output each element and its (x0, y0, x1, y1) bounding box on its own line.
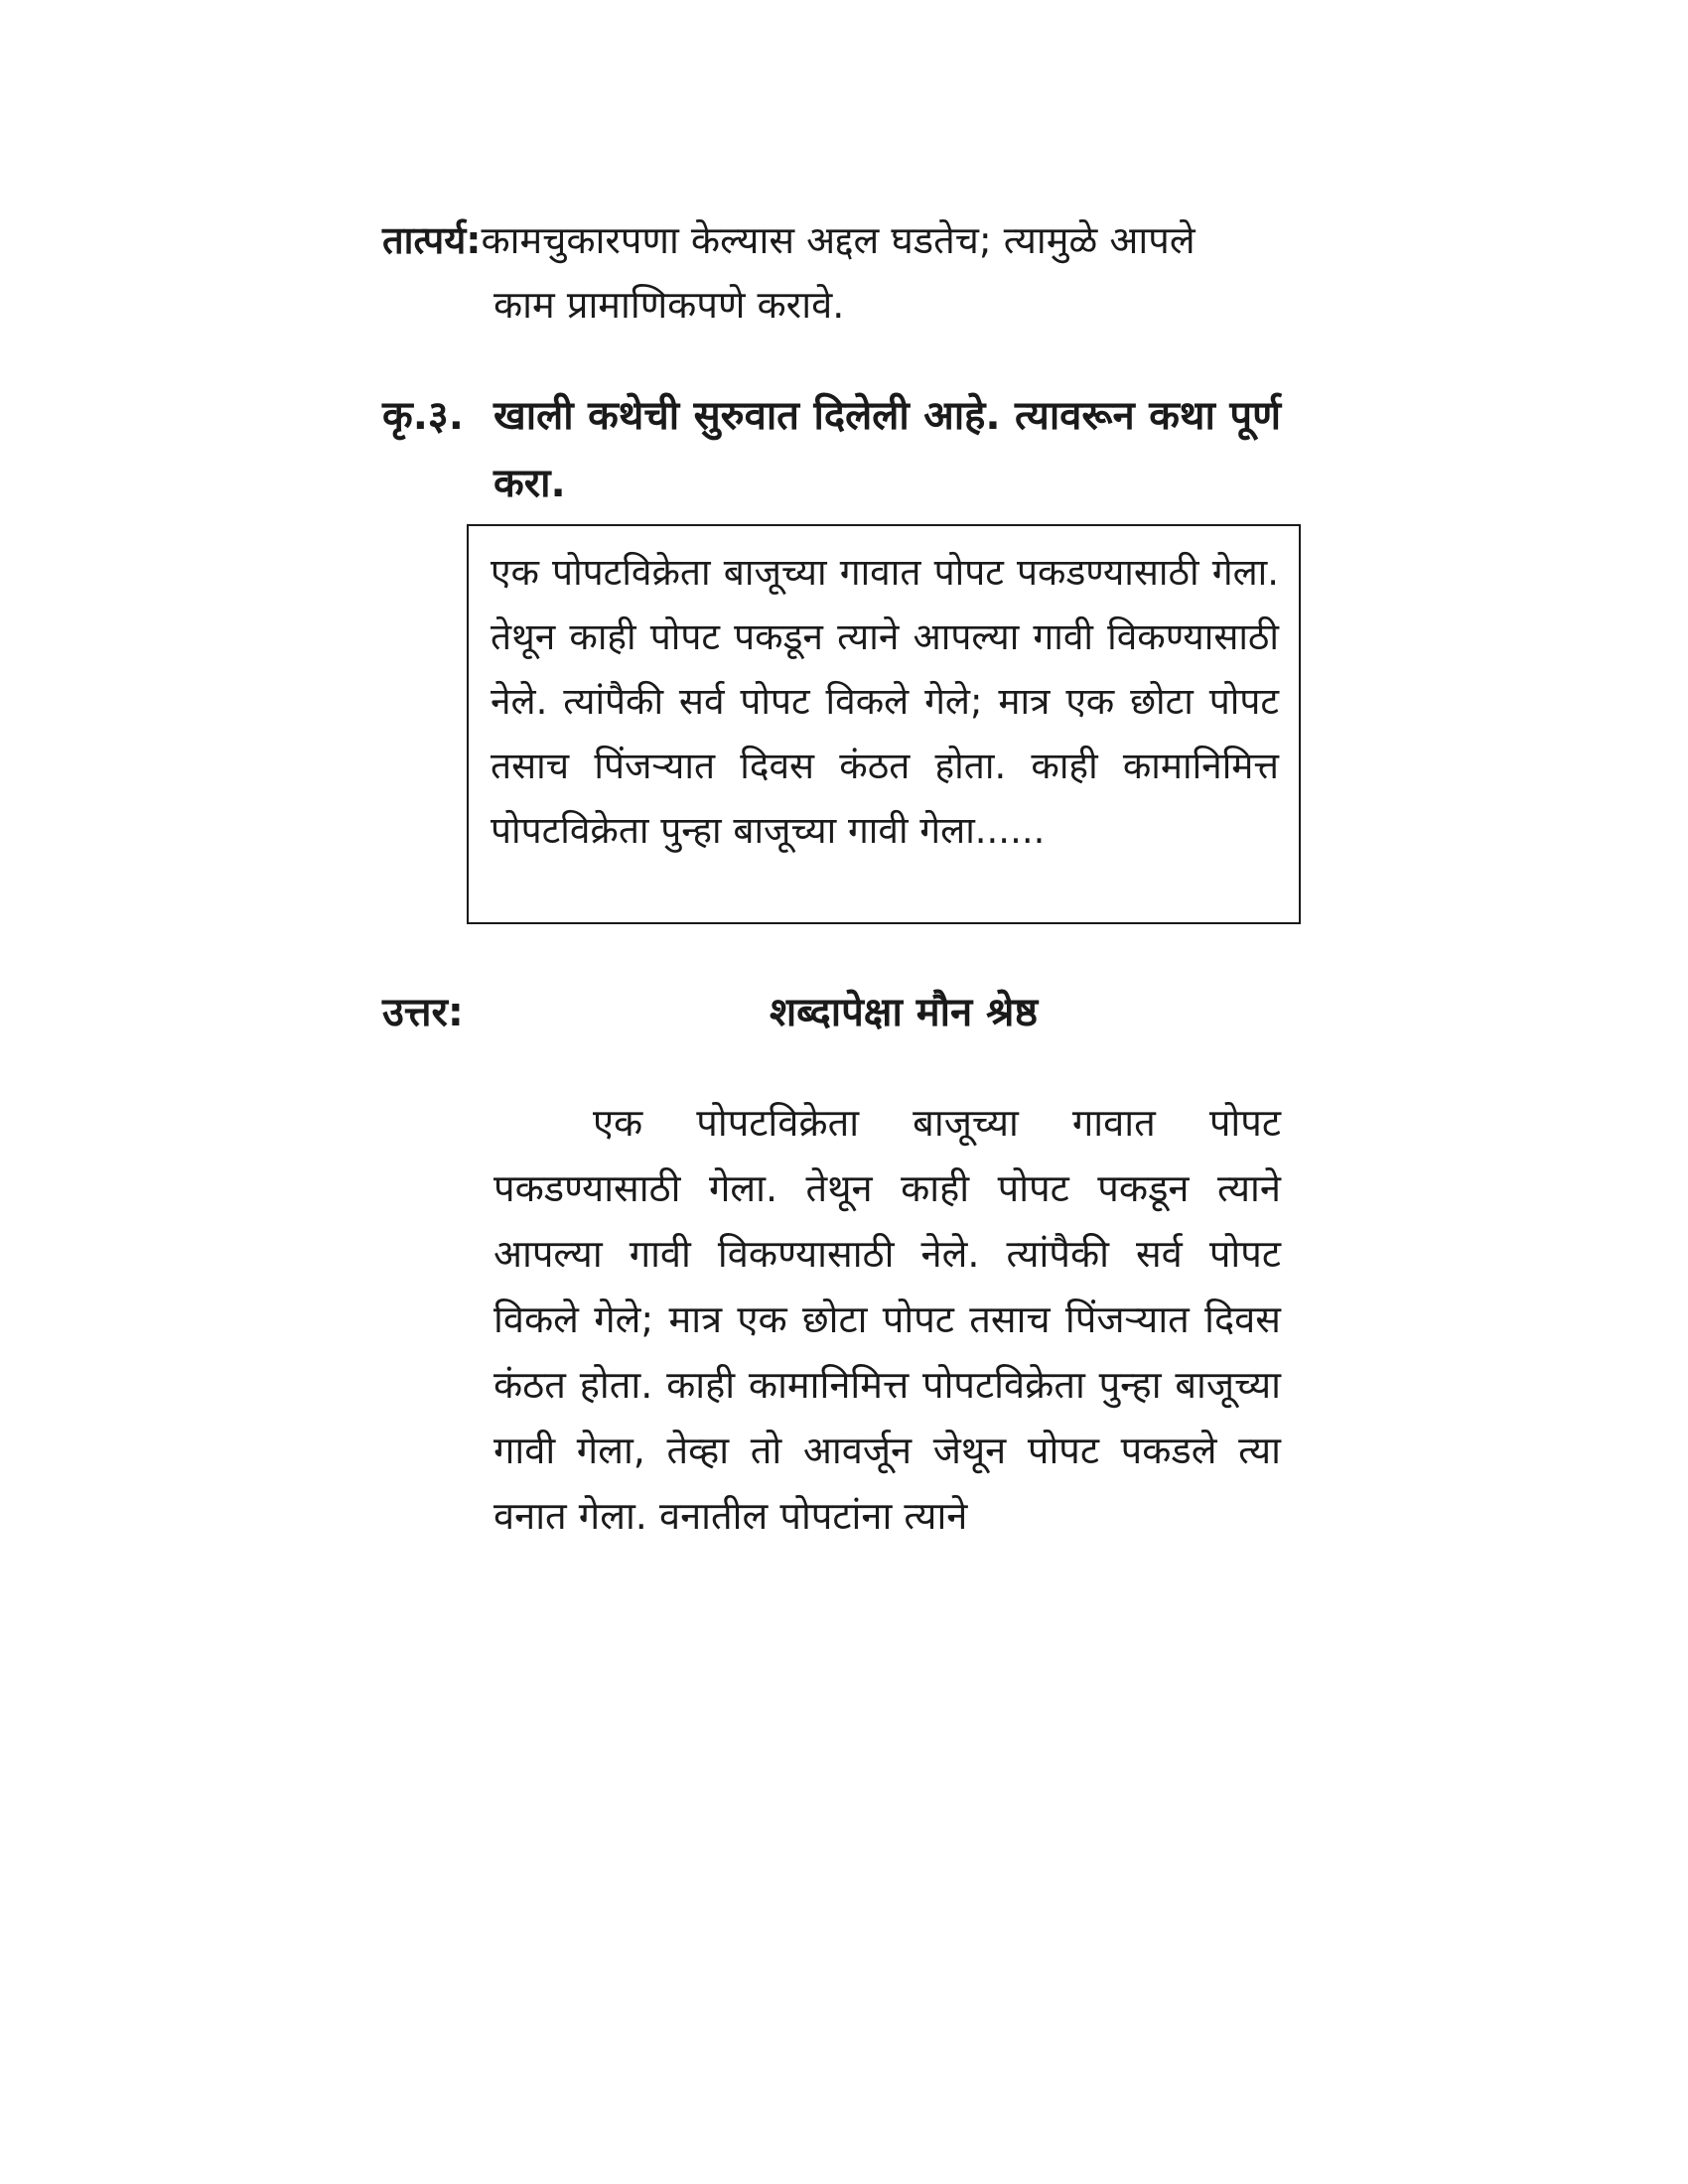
question-number: कृ.३. (382, 393, 464, 439)
answer-title: शब्दापेक्षा मौन श्रेष्ठ (769, 990, 1039, 1035)
answer-body: एक पोपटविक्रेता बाजूच्या गावात पोपट पकडण्यासाठी गेला. तेथून काही पोपट पकडून त्याने आपल्या गावी विकण्यासाठी नेले. त्यांपैकी सर्व पोपट विकले गेले; मात्र एक छोटा पोपट तसाच पिंजऱ्यात दिवस कंठत होता. काही कामानिमित्त पोपटविक्रेता पुन्हा बाजूच्या गावी गेला, तेव्हा तो आवर्जून जेथून पोपट पकडले त्या वनात गेला. वनातील पोपटांना त्याने (493, 1101, 1281, 1538)
question-text: खाली कथेची सुरुवात दिलेली आहे. त्यावरून कथा पूर्ण करा. (493, 393, 1281, 506)
moral-text-line2: काम प्रामाणिकपणे करावे. (493, 283, 845, 327)
moral-text-line1: कामचुकारपणा केल्यास अद्दल घडतेच; त्यामुळे आपले (481, 218, 1196, 262)
story-start-text: एक पोपटविक्रेता बाजूच्या गावात पोपट पकडण्यासाठी गेला. तेथून काही पोपट पकडून त्याने आपल्या गावी विकण्यासाठी नेले. त्यांपैकी सर्व पोपट विकले गेले; मात्र एक छोटा पोपट तसाच पिंजऱ्यात दिवस कंठत होता. काही कामानिमित्त पोपटविक्रेता पुन्हा बाजूच्या गावी गेला...... (491, 551, 1279, 852)
moral-label: तात्पर्य: (382, 218, 482, 262)
moral-section (382, 208, 1281, 338)
question-heading (382, 382, 1281, 517)
answer-label: उत्तर: (382, 990, 464, 1035)
story-start-box (467, 524, 1301, 924)
